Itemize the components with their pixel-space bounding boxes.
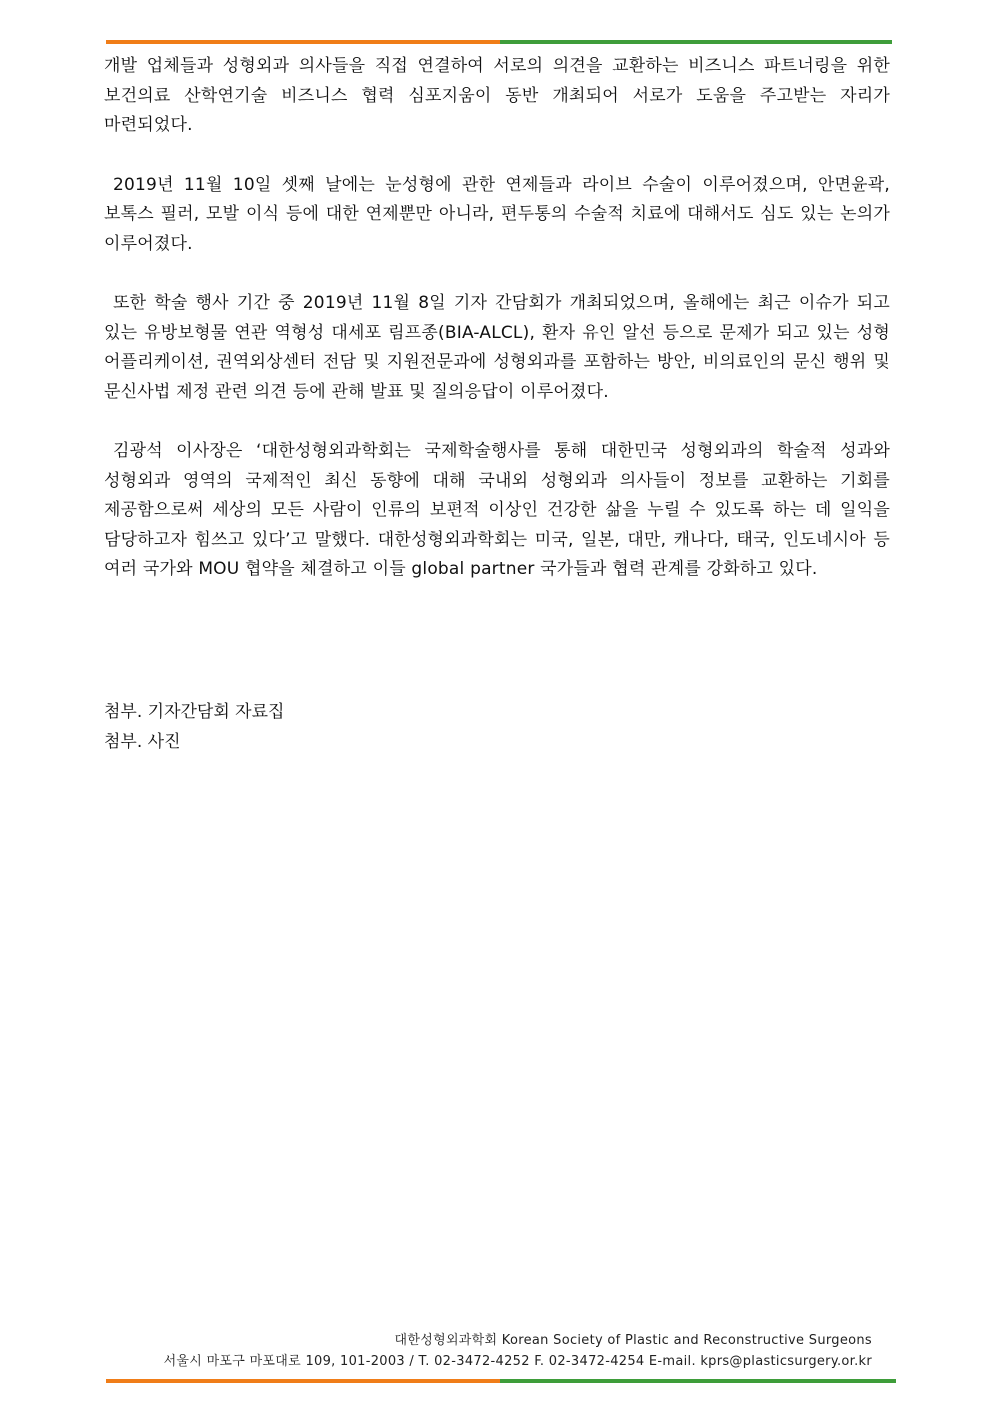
- footer-organization: 대한성형외과학회 Korean Society of Plastic and Reconstructive Surgeons: [394, 1333, 872, 1348]
- paragraph-4: 김광석 이사장은 ‘대한성형외과학회는 국제학술행사를 통해 대한민국 성형외과의 학술적 성과와 성형외과 영역의 국제적인 최신 동향에 대해 국내외 성형외과 의사들이 정보를 교환하는 기회를 제공함으로써 세상의 모든 사람이 인류의 보편적 이상인 건강한 삶을 누릴 수 있도록 하는 데 일익을 담당하고자 힘쓰고 있다’고 말했다. 대한성형외과학회는 미국, 일본, 대만, 캐나다, 태국, 인도네시아 등 여러 국가와 MOU 협약을 체결하고 이들 global partner 국가들과 협력 관계를 강화하고 있다.: [104, 441, 890, 579]
- footer: [164, 1330, 872, 1372]
- footer-contact: 서울시 마포구 마포대로 109, 101-2003 / T. 02-3472-4252 F. 02-3472-4254 E-mail. kprs@plasticsurgery.or.kr: [163, 1354, 872, 1369]
- paragraph-2: 2019년 11월 10일 셋째 날에는 눈성형에 관한 연제들과 라이브 수술이 이루어졌으며, 안면윤곽, 보톡스 필러, 모발 이식 등에 대한 연제뿐만 아니라, 편두통의 수술적 치료에 대해서도 심도 있는 논의가 이루어졌다.: [104, 174, 890, 254]
- bottom-divider-orange: [106, 1379, 500, 1383]
- press-release-body: [104, 52, 890, 615]
- attachment-photos: 첨부. 사진: [104, 732, 181, 752]
- bottom-divider-green: [500, 1379, 896, 1383]
- bottom-divider: [106, 1379, 896, 1383]
- paragraph-3: 또한 학술 행사 기간 중 2019년 11월 8일 기자 간담회가 개최되었으며, 올해에는 최근 이슈가 되고 있는 유방보형물 연관 역형성 대세포 림프종(BIA-ALCL), 환자 유인 알선 등으로 문제가 되고 있는 성형 어플리케이션, 권역외상센터 전담 및 지원전문과에 성형외과를 포함하는 방안, 비의료인의 문신 행위 및 문신사법 제정 관련 의견 등에 관해 발표 및 질의응답이 이루어졌다.: [104, 293, 890, 402]
- top-divider: [106, 40, 892, 44]
- top-divider-orange: [106, 40, 500, 44]
- top-divider-green: [500, 40, 892, 44]
- attachments-list: [104, 697, 284, 757]
- attachment-press-kit: 첨부. 기자간담회 자료집: [104, 702, 285, 722]
- paragraph-1: 개발 업체들과 성형외과 의사들을 직접 연결하여 서로의 의견을 교환하는 비즈니스 파트너링을 위한 보건의료 산학연기술 비즈니스 협력 심포지움이 동반 개최되어 서로가 도움을 주고받는 자리가 마련되었다.: [104, 56, 890, 135]
